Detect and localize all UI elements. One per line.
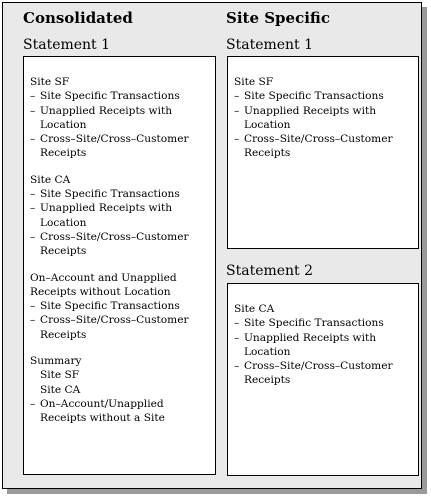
transaction-item	[30, 132, 215, 161]
site-title: Site CA	[30, 173, 71, 186]
site-title: Site SF	[30, 76, 70, 88]
transaction-item-text: Unapplied Receipts with	[40, 104, 173, 117]
transaction-item	[30, 201, 215, 230]
transaction-item-text: Cross–Site/Cross–Customer	[40, 133, 189, 146]
transaction-item	[30, 313, 215, 342]
consolidated-heading: Consolidated	[23, 9, 133, 27]
transaction-item	[234, 359, 418, 388]
bullet-dash: –	[30, 188, 36, 201]
transaction-item-text: Cross–Site/Cross–Customer	[244, 133, 393, 146]
transaction-item	[30, 104, 215, 133]
consolidated-statement-1-box	[23, 56, 216, 475]
bullet-dash: –	[30, 230, 36, 243]
site-group	[30, 75, 215, 161]
transaction-item-text: Site Specific Transactions	[40, 90, 180, 103]
transaction-item	[30, 299, 215, 313]
transaction-item-text: Cross–Site/Cross–Customer	[40, 314, 189, 327]
bullet-dash: –	[234, 104, 240, 117]
transaction-item-text: Cross–Site/Cross–Customer	[244, 360, 393, 373]
bullet-dash: –	[234, 317, 240, 330]
summary-site: Site SF	[40, 369, 80, 382]
transaction-item	[234, 89, 418, 103]
site-group	[30, 173, 215, 259]
summary-site: Site CA	[40, 383, 81, 396]
bullet-dash: –	[30, 300, 36, 313]
site-title: Receipts without Location	[30, 285, 171, 298]
transaction-item-text: Receipts	[40, 328, 87, 341]
site-group	[30, 354, 215, 425]
bullet-dash: –	[234, 133, 240, 146]
transaction-item-text: On–Account/Unapplied	[40, 397, 164, 410]
transaction-item	[234, 132, 418, 161]
site-group	[234, 302, 418, 388]
bullet-dash: –	[30, 104, 36, 117]
transaction-item-text: Location	[40, 216, 87, 229]
site-specific-statement-2-box	[227, 283, 419, 476]
consolidated-statement-1-label: Statement 1	[23, 37, 111, 53]
bullet-dash: –	[234, 90, 240, 103]
transaction-item-text: Receipts	[40, 245, 87, 258]
bullet-dash: –	[30, 314, 36, 327]
site-group	[234, 75, 418, 161]
site-specific-statement-1-box	[227, 56, 419, 249]
transaction-item	[234, 331, 418, 360]
transaction-item-text: Receipts	[244, 147, 291, 160]
transaction-item-text: Site Specific Transactions	[40, 188, 180, 201]
bullet-dash: –	[30, 397, 36, 410]
site-specific-statement-1-label: Statement 1	[226, 37, 314, 53]
site-title: Site SF	[234, 76, 274, 88]
bullet-dash: –	[234, 331, 240, 344]
bullet-dash: –	[234, 360, 240, 373]
transaction-item	[30, 397, 215, 426]
transaction-item-text: Site Specific Transactions	[244, 90, 384, 103]
transaction-item-text: Receipts	[244, 374, 291, 387]
site-title: Summary	[30, 355, 82, 368]
transaction-item-text: Location	[244, 118, 291, 131]
transaction-item	[30, 230, 215, 259]
transaction-item-text: Unapplied Receipts with	[244, 104, 377, 117]
transaction-item-text: Site Specific Transactions	[244, 317, 384, 330]
transaction-item-text: Cross–Site/Cross–Customer	[40, 230, 189, 243]
transaction-item	[234, 316, 418, 330]
transaction-item	[30, 89, 215, 103]
bullet-dash: –	[30, 202, 36, 215]
site-group	[30, 271, 215, 342]
transaction-item	[234, 104, 418, 133]
transaction-item-text: Unapplied Receipts with	[40, 202, 173, 215]
site-specific-heading: Site Specific	[226, 9, 330, 27]
site-specific-statement-2-label: Statement 2	[226, 263, 314, 279]
bullet-dash: –	[30, 133, 36, 146]
transaction-item-text: Location	[244, 345, 291, 358]
site-title: Site CA	[234, 303, 275, 315]
transaction-item-text: Site Specific Transactions	[40, 300, 180, 313]
transaction-item-text: Receipts	[40, 147, 87, 160]
site-title: On–Account and Unapplied	[30, 271, 177, 284]
transaction-item	[30, 187, 215, 201]
transaction-item-text: Unapplied Receipts with	[244, 331, 377, 344]
bullet-dash: –	[30, 90, 36, 103]
transaction-item-text: Location	[40, 118, 87, 131]
transaction-item-text: Receipts without a Site	[40, 412, 165, 425]
